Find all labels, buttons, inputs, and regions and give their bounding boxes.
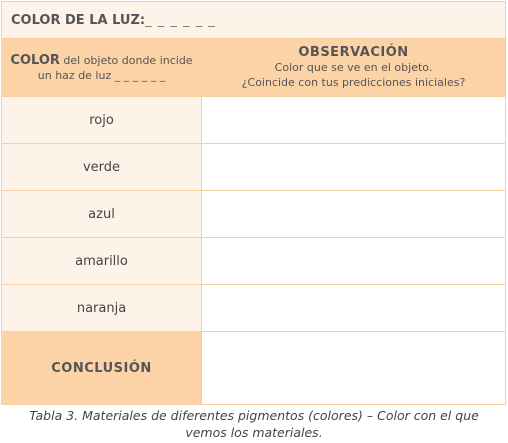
- table-body: [2, 97, 505, 404]
- table-header-row: [2, 39, 505, 97]
- row-color-label: verde: [2, 144, 202, 190]
- header-color-bold: COLOR: [10, 52, 60, 68]
- light-color-title-row: [2, 2, 505, 39]
- conclusion-row: [2, 332, 505, 404]
- header-observation-text-2: ¿Coincide con tus predicciones iniciales?: [241, 76, 466, 89]
- table-row: [2, 285, 505, 332]
- light-color-label: COLOR DE LA LUZ: [11, 12, 140, 28]
- observation-cell[interactable]: [202, 238, 505, 284]
- conclusion-cell[interactable]: [202, 332, 505, 404]
- light-color-colon: :: [139, 12, 146, 28]
- row-color-label: rojo: [2, 97, 202, 143]
- header-object-color: [2, 39, 202, 96]
- observation-table: [1, 1, 506, 405]
- observation-cell[interactable]: [202, 285, 505, 331]
- header-color-text: del objeto donde incide: [59, 53, 193, 67]
- observation-cell[interactable]: [202, 97, 505, 143]
- header-observation: [202, 39, 505, 96]
- header-observation-text-1: Color que se ve en el objeto.: [274, 61, 433, 74]
- observation-cell[interactable]: [202, 191, 505, 237]
- row-color-label: amarillo: [2, 238, 202, 284]
- header-color-text-2: un haz de luz _ _ _ _ _ _: [37, 68, 166, 82]
- light-color-blank: _ _ _ _ _ _: [145, 12, 216, 28]
- row-color-label: naranja: [2, 285, 202, 331]
- conclusion-label: CONCLUSIÓN: [2, 332, 202, 404]
- row-color-label: azul: [2, 191, 202, 237]
- observation-cell[interactable]: [202, 144, 505, 190]
- table-row: [2, 97, 505, 144]
- table-row: [2, 238, 505, 285]
- caption-line-1: Tabla 3. Materiales de diferentes pigmentos (colores) – Color con el que: [29, 408, 479, 423]
- header-observation-title: OBSERVACIÓN: [298, 45, 409, 60]
- table-row: [2, 191, 505, 238]
- caption-line-2: vemos los materiales.: [185, 425, 323, 440]
- table-caption: [0, 407, 508, 441]
- table-row: [2, 144, 505, 191]
